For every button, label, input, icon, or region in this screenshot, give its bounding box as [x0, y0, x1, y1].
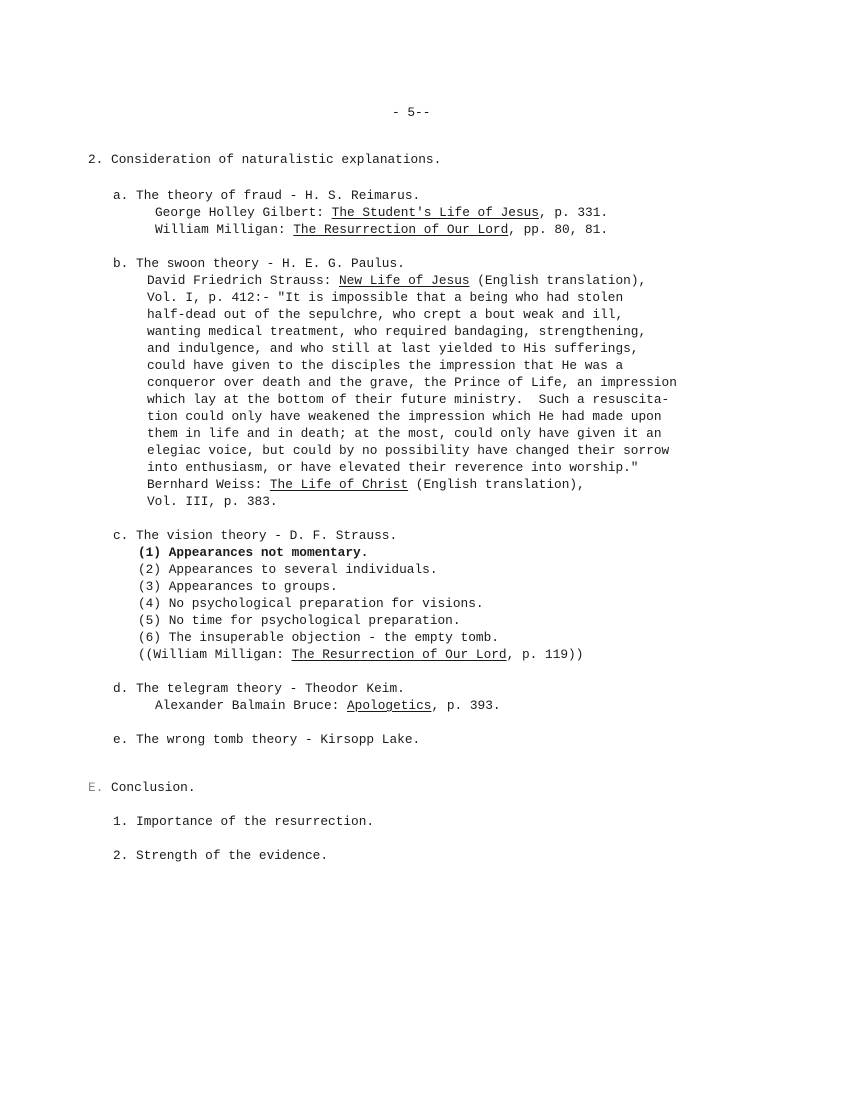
quote-line: into enthusiasm, or have elevated their reverence into worship.": [147, 460, 639, 475]
item-c-point-3: (3) Appearances to groups.: [138, 579, 338, 594]
item-b-ref: [147, 272, 646, 289]
conclusion-item-1: 1. Importance of the resurrection.: [113, 814, 375, 829]
quote-line: and indulgence, and who still at last yielded to His sufferings,: [147, 341, 639, 356]
item-b-title: b. The swoon theory - H. E. G. Paulus.: [113, 256, 405, 271]
quote-line: conqueror over death and the grave, the Prince of Life, an impression: [147, 375, 677, 390]
item-c-point-6: (6) The insuperable objection - the empty tomb.: [138, 630, 499, 645]
page-number: - 5--: [392, 105, 431, 120]
item-c-ref: [138, 646, 583, 663]
ref-note: (English translation),: [408, 477, 585, 492]
ref-author: David Friedrich Strauss:: [147, 273, 339, 288]
quote-line: wanting medical treatment, who required bandaging, strengthening,: [147, 324, 647, 339]
ref-page: , p. 119)): [506, 647, 584, 662]
item-c-point-2: (2) Appearances to several individuals.: [138, 562, 438, 577]
section-2-heading: 2. Consideration of naturalistic explanations.: [88, 152, 442, 167]
item-a-title: a. The theory of fraud - H. S. Reimarus.: [113, 188, 421, 203]
item-d-ref: [155, 697, 501, 714]
ref-author: George Holley Gilbert:: [155, 205, 332, 220]
item-c-title: c. The vision theory - D. F. Strauss.: [113, 528, 398, 543]
section-e-heading: [88, 779, 196, 796]
ref-author: ((William Milligan:: [138, 647, 292, 662]
quote-line: them in life and in death; at the most, could only have given it an: [147, 426, 662, 441]
ref-page: , pp. 80, 81.: [508, 222, 609, 237]
ref-title: The Life of Christ: [269, 477, 409, 492]
item-a-ref1: [155, 204, 608, 221]
item-c-point-1: (1) Appearances not momentary.: [138, 545, 369, 560]
quote-line: which lay at the bottom of their future ministry. Such a resuscita-: [147, 392, 670, 407]
ref-author: Alexander Balmain Bruce:: [155, 698, 347, 713]
item-b-quote: [147, 289, 677, 476]
item-a-ref2: [155, 221, 608, 238]
item-c-point-5: (5) No time for psychological preparation.: [138, 613, 461, 628]
section-e-title: Conclusion.: [111, 780, 196, 795]
ref-title: The Student's Life of Jesus: [331, 205, 539, 220]
conclusion-item-2: 2. Strength of the evidence.: [113, 848, 329, 863]
quote-line: elegiac voice, but could by no possibility have changed their sorrow: [147, 443, 670, 458]
ref-title: New Life of Jesus: [339, 273, 470, 288]
item-b-ref2: [147, 476, 585, 493]
ref-note: (English translation),: [469, 273, 647, 288]
item-d-title: d. The telegram theory - Theodor Keim.: [113, 681, 405, 696]
ref-page: , p. 331.: [538, 205, 609, 220]
ref-title: Apologetics: [347, 698, 432, 713]
quote-line: could have given to the disciples the impression that He was a: [147, 358, 624, 373]
section-e-label: E.: [88, 780, 104, 795]
quote-line: Vol. I, p. 412:- "It is impossible that a being who had stolen: [147, 290, 624, 305]
ref-author: Bernhard Weiss:: [147, 477, 270, 492]
item-b-ref2-volume: Vol. III, p. 383.: [147, 494, 278, 509]
ref-author: William Milligan:: [155, 222, 294, 237]
item-e-title: e. The wrong tomb theory - Kirsopp Lake.: [113, 732, 421, 747]
item-c-point-4: (4) No psychological preparation for visions.: [138, 596, 484, 611]
quote-line: tion could only have weakened the impression which He had made upon: [147, 409, 662, 424]
ref-page: , p. 393.: [431, 698, 501, 713]
quote-line: half-dead out of the sepulchre, who crept a bout weak and ill,: [147, 307, 624, 322]
ref-title: The Resurrection of Our Lord: [291, 647, 507, 662]
ref-title: The Resurrection of Our Lord: [293, 222, 509, 237]
